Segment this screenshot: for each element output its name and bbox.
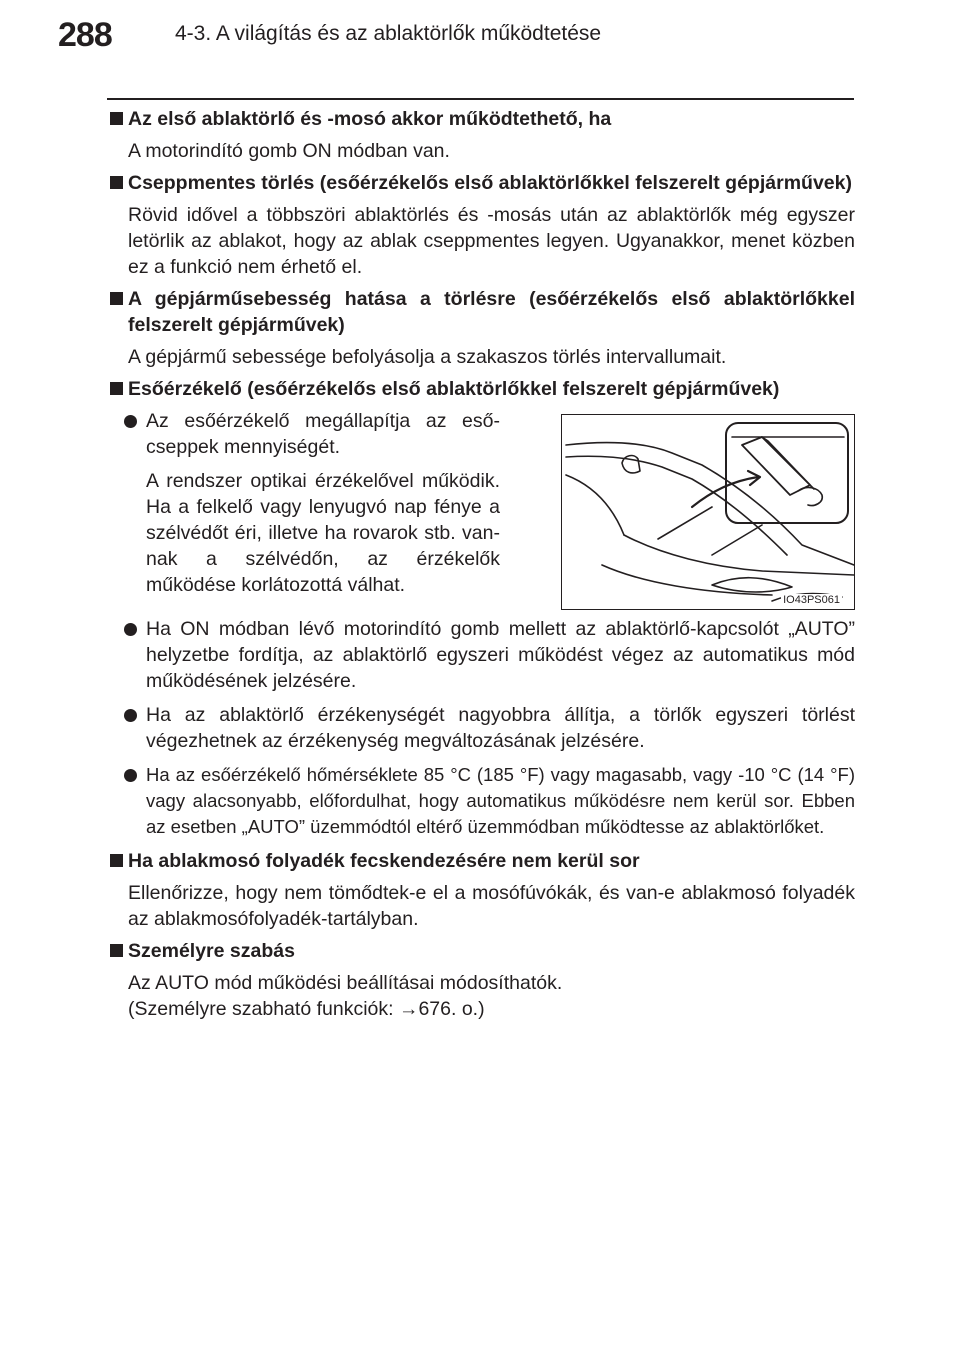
section-title: Személyre szabás xyxy=(128,940,295,962)
figure-code: IO43PS061 xyxy=(783,594,840,606)
section-heading xyxy=(106,106,855,132)
section-body: Rövid idővel a többszöri ablaktörlés és -mosás után az ablaktörlők még egyszer letörlik az ablakot, hogy az ablak cseppmentes legyen. Ugyanakkor, menet közben ez a funkció nem érhető el. xyxy=(128,204,855,278)
section-rain-sensor xyxy=(106,376,855,840)
list-item: Ha az esőérzékelő hőmérséklete 85 °C (185 °F) vagy magasabb, vagy -10 °C (14 °F) vagy alacsonyabb, előfordulhat, hogy automatikus működésre nem kerül sor. Ebben az esetben „AUTO” üzemmódtól eltérő üzemmódban működtesse az ablaktörlőket. xyxy=(124,762,855,840)
section-title: A gépjárműsebesség hatása a törlésre (esőérzékelős első ablaktörlőkkel felszerelt gépjárművek) xyxy=(128,288,855,336)
windshield-sensor-drawing xyxy=(562,415,854,609)
rain-sensor-illustration xyxy=(561,414,855,610)
section-title: Az első ablaktörlő és -mosó akkor működtethető, ha xyxy=(128,108,612,130)
section-body: Ellenőrizze, hogy nem tömődtek-e el a mosófúvókák, és van-e ablakmosó folyadék az ablakmosófolyadék-tartályban. xyxy=(128,882,855,930)
figure-text xyxy=(106,408,500,606)
round-bullet-icon xyxy=(124,623,137,636)
header-rule xyxy=(107,98,854,100)
list-item: Ha ON módban lévő motorindító gomb mellett az ablaktörlő-kapcsolót „AUTO” helyzetbe fordítja, az ablaktörlő egyszeri működést végez az automatikus mód működésének jelzésére. xyxy=(124,616,855,694)
section-drip-free-wiping xyxy=(106,170,855,280)
list-item-note: A rendszer optikai érzékelővel működik. Ha a felkelő vagy lenyugvó nap fénye a szélvédőt éri, illetve ha rovarok stb. vannak a szélvédőn, az érzékelők működése korlátozottá válhat. xyxy=(146,470,500,596)
section-heading xyxy=(106,848,855,874)
section-heading xyxy=(106,376,855,402)
list-item: Ha az ablaktörlő érzékenységét nagyobbra állítja, a törlők egyszeri törlést végezhetnek az érzékenység megváltozásának jelzésére. xyxy=(124,702,855,754)
round-bullet-icon xyxy=(124,769,137,782)
section-heading xyxy=(106,938,855,964)
list-item: Az esőérzékelő megállapítja az esőcseppek mennyiségét. xyxy=(124,408,500,460)
page-number: 288 xyxy=(58,16,112,54)
round-bullet-icon xyxy=(124,415,137,428)
section-heading xyxy=(106,286,855,338)
section-body: A motorindító gomb ON módban van. xyxy=(128,140,450,162)
page-content xyxy=(106,106,855,1028)
section-operating-condition xyxy=(106,106,855,164)
square-bullet-icon xyxy=(110,382,123,395)
square-bullet-icon xyxy=(110,112,123,125)
section-title: Cseppmentes törlés (esőérzékelős első ablaktörlőkkel felszerelt gépjárművek) xyxy=(128,172,852,194)
section-title: Ha ablakmosó folyadék fecskendezésére nem kerül sor xyxy=(128,850,640,872)
square-bullet-icon xyxy=(110,854,123,867)
section-washer-fluid xyxy=(106,848,855,932)
chapter-title: 4-3. A világítás és az ablaktörlők működtetése xyxy=(175,22,602,45)
figure-row xyxy=(106,408,855,610)
section-title: Esőérzékelő (esőérzékelős első ablaktörlőkkel felszerelt gépjárművek) xyxy=(128,378,780,400)
section-customization xyxy=(106,938,855,1022)
square-bullet-icon xyxy=(110,176,123,189)
square-bullet-icon xyxy=(110,292,123,305)
page-reference: (Személyre szabható funkciók: →676. o.) xyxy=(128,998,485,1020)
round-bullet-icon xyxy=(124,709,137,722)
section-body: Az AUTO mód működési beállításai módosíthatók. (Személyre szabható funkciók: →676. o.) xyxy=(106,970,855,1022)
section-body: A gépjármű sebessége befolyásolja a szakaszos törlés intervallumait. xyxy=(128,346,727,368)
section-heading xyxy=(106,170,855,196)
section-vehicle-speed xyxy=(106,286,855,370)
square-bullet-icon xyxy=(110,944,123,957)
